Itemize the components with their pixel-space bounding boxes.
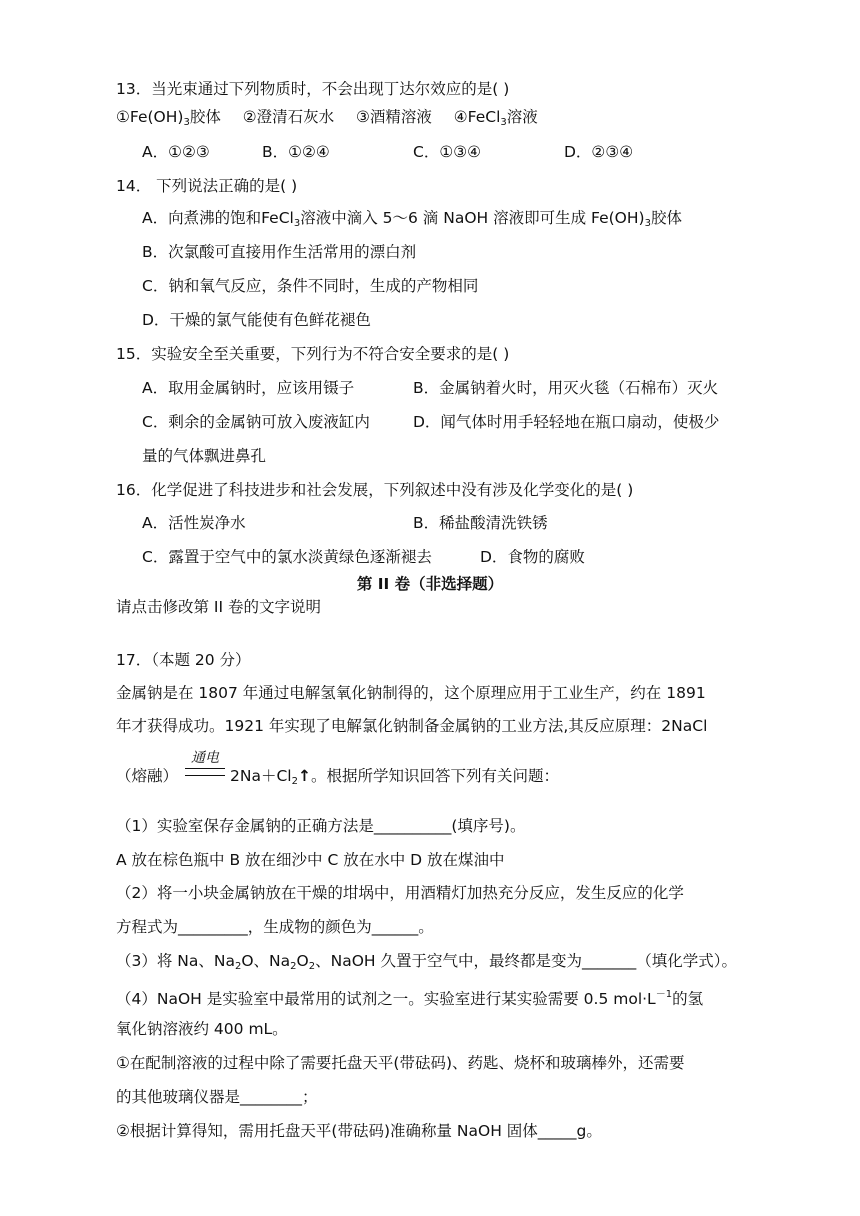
q17-part-2-line-1: （2）将一小块金属钠放在干燥的坩埚中，用酒精灯加热充分反应，发生反应的化学 [116, 884, 684, 902]
q17-part-4-line-4: 的其他玻璃仪器是________； [116, 1088, 318, 1106]
q17-part-4-line-5: ②根据计算得知，需用托盘天平(带砝码)准确称量 NaOH 固体_____g。 [116, 1122, 602, 1140]
q13-option-d: D．②③④ [564, 143, 634, 161]
q14-option-c: C．钠和氧气反应，条件不同时，生成的产物相同 [142, 277, 479, 295]
q15-option-d: D．闻气体时用手轻轻地在瓶口扇动，使极少 [413, 413, 720, 431]
q13-item-3: ③酒精溶液 [356, 108, 432, 126]
q14-option-b: B．次氯酸可直接用作生活常用的漂白剂 [142, 243, 417, 261]
q17-intro-line-1: 金属钠是在 1807 年通过电解氢氧化钠制得的，这个原理应用于工业生产，约在 1891 [116, 684, 706, 702]
q16-title: 16．化学促进了科技进步和社会发展，下列叙述中没有涉及化学变化的是( ) [116, 481, 634, 499]
q14-option-d: D．干燥的氯气能使有色鲜花褪色 [142, 311, 371, 329]
q15-option-b: B．金属钠着火时，用灭火毯（石棉布）灭火 [413, 379, 719, 397]
section-title: 第 II 卷（非选择题） [356, 575, 504, 593]
q15-title: 15．实验安全至关重要，下列行为不符合安全要求的是( ) [116, 345, 510, 363]
q17-equation-reactant-state: （熔融） [116, 767, 179, 785]
q13-items [116, 107, 538, 133]
q17-equation-condition [185, 750, 225, 776]
q17-part-1: （1）实验室保存金属钠的正确方法是__________(填序号)。 [116, 817, 526, 835]
q13-title: 13．当光束通过下列物质时，不会出现丁达尔效应的是( ) [116, 80, 510, 98]
q14-option-a: A．向煮沸的饱和FeCl3溶液中滴入 5～6 滴 NaOH 溶液即可生成 Fe(OH)3胶体 [142, 209, 682, 229]
q13-item-1: ①Fe(OH)3胶体 [116, 108, 221, 128]
q17-part-1-options: A 放在棕色瓶中 B 放在细沙中 C 放在水中 D 放在煤油中 [116, 851, 505, 869]
q16-option-c: C．露置于空气中的氯水淡黄绿色逐渐褪去 [142, 548, 432, 566]
q17-header: 17．（本题 20 分） [116, 651, 251, 669]
q17-part-4-line-1: （4）NaOH 是实验室中最常用的试剂之一。实验室进行某实验需要 0.5 mol·L－1的氢 [116, 989, 704, 1008]
section-note: 请点击修改第 II 卷的文字说明 [116, 598, 321, 616]
q16-option-b: B．稀盐酸清洗铁锈 [413, 514, 548, 532]
q16-option-d: D．食物的腐败 [480, 548, 585, 566]
q13-item-4: ④FeCl3溶液 [453, 108, 538, 128]
q13-option-b: B．①②④ [262, 143, 330, 161]
q17-equation-products: 2Na＋Cl2↑。根据所学知识回答下列有关问题： [230, 767, 559, 787]
q15-option-a: A．取用金属钠时，应该用镊子 [142, 379, 355, 397]
q15-option-d-continued: 量的气体飘进鼻孔 [142, 447, 267, 465]
q17-part-4-line-3: ①在配制溶液的过程中除了需要托盘天平(带砝码)、药匙、烧杯和玻璃棒外，还需要 [116, 1054, 685, 1072]
q16-option-a: A．活性炭净水 [142, 514, 246, 532]
q13-item-2: ②澄清石灰水 [242, 108, 335, 126]
q13-option-a: A．①②③ [142, 143, 210, 161]
q17-part-4-line-2: 氧化钠溶液约 400 mL。 [116, 1020, 288, 1038]
q17-part-3: （3）将 Na、Na2O、Na2O2、NaOH 久置于空气中，最终都是变为_______（填化学式）。 [116, 952, 737, 972]
q13-option-c: C．①③④ [413, 143, 482, 161]
q15-option-c: C．剩余的金属钠可放入废液缸内 [142, 413, 370, 431]
q14-title: 14． 下列说法正确的是( ) [116, 177, 298, 195]
q17-part-2-line-2: 方程式为_________，生成物的颜色为______。 [116, 918, 434, 936]
q17-condition-text: 通电 [191, 750, 219, 766]
q17-equals-sign [185, 768, 225, 776]
q17-intro-line-2: 年才获得成功。1921 年实现了电解氯化钠制备金属钠的工业方法,其反应原理：2NaCl [116, 717, 708, 735]
